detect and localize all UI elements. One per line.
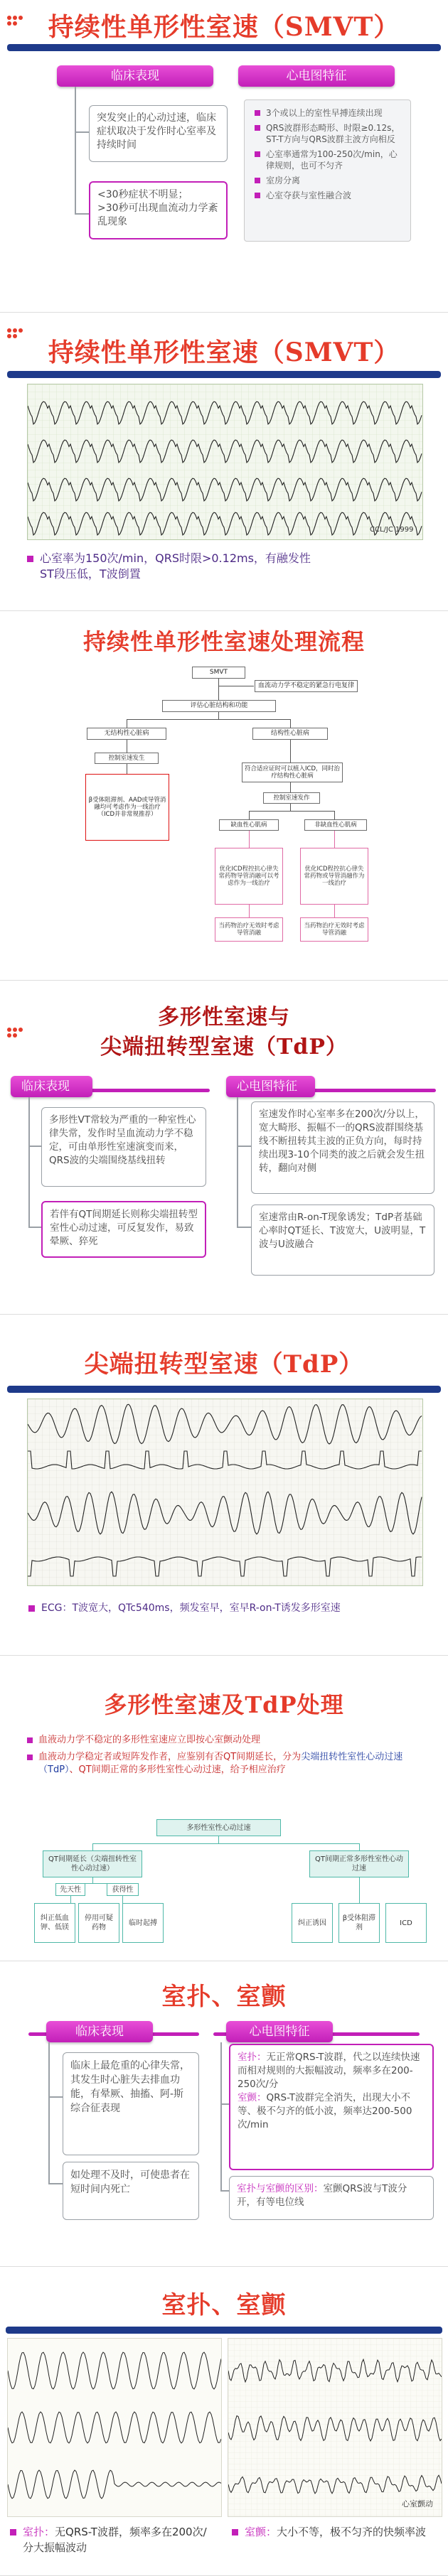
flow-evaluate: 评估心脏结构和功能 [162, 700, 276, 712]
ecg-trace [28, 1399, 422, 1585]
clinical-box-vf: 临床上最危重的心律失常，其发生时心脏失去排血功能，有晕厥、抽搐、阿-斯综合征表现 [63, 2052, 199, 2155]
flow-control-vt: 控制室速发作 [263, 792, 320, 804]
flow-nonischemic: 非缺血性心肌病 [304, 819, 367, 831]
slide-title: 室扑、室颤 [161, 2291, 287, 2319]
flow-acquired: 获得性 [107, 1883, 139, 1896]
clinical-box-onset: 突发突止的心动过速，临床症状取决于发作时心室率及持续时间 [89, 105, 228, 162]
slide-title-line2: 尖端扭转型室速（TdP） [100, 1035, 348, 1060]
ecg-header: 心电图特征 [238, 65, 395, 87]
ecg-strip-fibrillation [228, 2338, 442, 2517]
ecg-feature-panel [244, 99, 411, 242]
title-underline [7, 44, 441, 51]
flow-optimize-left: 优化ICD程控抗心律失常药物导管消融可以考虑作为一线治疗 [215, 848, 283, 905]
ecg-trace [28, 384, 422, 539]
flow-correct-triggers: 纠正诱因 [292, 1903, 333, 1943]
flow-first-line-therapy: β受体阻滞剂、AAD或导管消融均可考虑作为一线治疗（ICD并非常规推荐） [85, 774, 169, 841]
title-underline [6, 2327, 442, 2334]
ecg-header: 心电图特征 [226, 2021, 333, 2042]
ecg-feature: 心室夺获与室性融合波 [253, 190, 402, 201]
ecg-header: 心电图特征 [226, 1076, 315, 1097]
flow-beta-blocker: β受体阻滞剂 [338, 1903, 380, 1943]
flow-bottom-right: 当药物治疗无效时考虑导管消融 [300, 917, 368, 942]
flow-structural: 结构性心脏病 [252, 728, 328, 740]
clinical-header: 临床表现 [11, 1076, 92, 1097]
ecg-source-label: CCL/JC 1999 [370, 526, 414, 534]
ecg-strip-smvt [27, 384, 423, 540]
flow-icd: ICD [385, 1903, 427, 1943]
ecg-box-polymorphic: 室速发作时心室率多在200次/分以上，宽大畸形、振幅不一的QRS波群围绕基线不断扭转其主波的正负方向，每时持续出现3-10个同类的波之后就会发生扭转，翻向对侧 [251, 1101, 434, 1194]
ecg-trace [228, 2339, 442, 2516]
slide-smvt-ecg [0, 313, 448, 611]
title-underline [7, 1386, 441, 1393]
ecg-box-difference: 室扑与室颤的区别：室颤QRS波与T波分开，有等电位线 [229, 2176, 434, 2220]
clinical-header: 临床表现 [57, 65, 213, 87]
ecg-strip-tdp [27, 1399, 423, 1586]
slide-title: 持续性单形性室速（SMVT） [48, 338, 400, 367]
flow-correct-electrolytes: 纠正低血钾、低镁 [34, 1903, 75, 1943]
flow-temp-pacing: 临时起搏 [122, 1903, 164, 1943]
clinical-box-polymorphic: 多形性VT常较为严重的一种室性心律失常，发作时呈血流动力学不稳定，可由单形性室速演变而来，QRS波的尖端围绕基线扭转 [41, 1107, 206, 1187]
flow-hemodynamic: 血流动力学不稳定的紧急行电复律 [255, 680, 358, 692]
flow-bottom-left: 当药物治疗无效时考虑导管消融 [215, 917, 283, 942]
slide-tdp-ecg [0, 1315, 448, 1656]
flow-control: 控制室速发生 [95, 753, 159, 764]
flow-optimize-right: 优化ICD程控抗心律失常药物或导管消融作为一线治疗 [300, 848, 368, 905]
flow-ischemic: 缺血性心肌病 [219, 819, 279, 831]
ecg-feature: 3个或以上的室性早搏连续出现 [253, 107, 402, 119]
slide-title: 室扑、室颤 [161, 1983, 287, 2011]
smvt-ecg-caption: 心室率为150次/min，QRS时限>0.12ms，有融发性 ST段压低，T波倒置 [27, 551, 425, 585]
ecg-feature: QRS波群形态畸形、时限≥0.12s，ST-T方向与QRS波群主波方向相反 [253, 122, 402, 145]
flow-smvt: SMVT [192, 667, 245, 679]
ecg-strip-flutter [7, 2338, 222, 2517]
flutter-caption: 室扑：无QRS-T波群，频率多在200次/分大振幅波动 [10, 2524, 216, 2558]
slide-polymorphic-vt [0, 981, 448, 1315]
ecg-feature: 心室率通常为100-250次/min，心律规则，也可不匀齐 [253, 149, 402, 171]
clinical-header: 临床表现 [46, 2021, 153, 2042]
tdp-ecg-caption: ECG：T波宽大，QTc540ms，频发室早，室早R-on-T诱发多形室速 [28, 1600, 427, 1619]
slide-vf-features [0, 1961, 448, 2267]
flow-stop-drugs: 停用可疑药物 [78, 1903, 119, 1943]
slide-tdp-management [0, 1656, 448, 1961]
clinical-box-duration: <30秒症状不明显； >30秒可出现血流动力学紊乱现象 [89, 181, 228, 239]
slide-vf-ecg [0, 2267, 448, 2576]
flow-congenital: 先天性 [55, 1883, 85, 1896]
ecg-box-flutter-fib: 室扑：无正常QRS-T波群，代之以连续快速而相对规则的大振幅波动，频率多在200-250次/分 室颤：QRS-T波群完全消失，出现大小不等、极不匀齐的低小波，频率达200-500次/min [229, 2044, 434, 2170]
slide-title: 尖端扭转型室速（TdP） [84, 1350, 364, 1379]
slide-smvt-flowchart [0, 611, 448, 981]
ecg-feature: 室房分离 [253, 175, 402, 186]
flow-qt-normal: QT间期正常多形性室性心动过速 [309, 1850, 409, 1877]
flow-icd: 符合适应证时可以植入ICD，同时治疗结构性心脏病 [242, 762, 343, 782]
slide-smvt-features [0, 0, 448, 313]
ecg-box-tdp: 室速常由R-on-T现象诱发；TdP者基础心率时QT延长、T波宽大，U波明显，T波与U波融合 [251, 1205, 434, 1276]
clinical-box-tdp: 若伴有QT间期延长则称尖端扭转型室性心动过速，可反复发作，易致晕厥、猝死 [41, 1201, 206, 1258]
clinical-box-death: 如处理不及时，可使患者在短时间内死亡 [63, 2162, 199, 2220]
fibrillation-caption: 室颤：大小不等，极不匀齐的快频率波 [232, 2524, 438, 2543]
slide-title-line1: 多形性室速与 [158, 1005, 290, 1030]
slide-title: 持续性单形性室速（SMVT） [48, 12, 400, 42]
slide-title: 持续性单形性室速处理流程 [82, 628, 365, 655]
management-bullets: 血液动力学不稳定的多形性室速应立即按心室颤动处理 血液动力学稳定者或短阵发作者，应鉴别有否QT间期延长，分为尖端扭转性室性心动过速（TdP）、QT间期正常的多形性室性心动过速，给予相应治疗 [27, 1734, 429, 1781]
flow-qt-prolonged: QT间期延长（尖端扭转性室性心动过速） [43, 1850, 142, 1877]
title-underline [7, 371, 441, 378]
flow-polymorphic-vt: 多形性室性心动过速 [156, 1819, 281, 1836]
flow-no-structural: 无结构性心脏病 [87, 728, 166, 740]
vf-label: 心室颤动 [402, 2499, 433, 2508]
slide-title: 多形性室速及TdP处理 [104, 1691, 344, 1718]
ecg-trace [8, 2339, 221, 2516]
